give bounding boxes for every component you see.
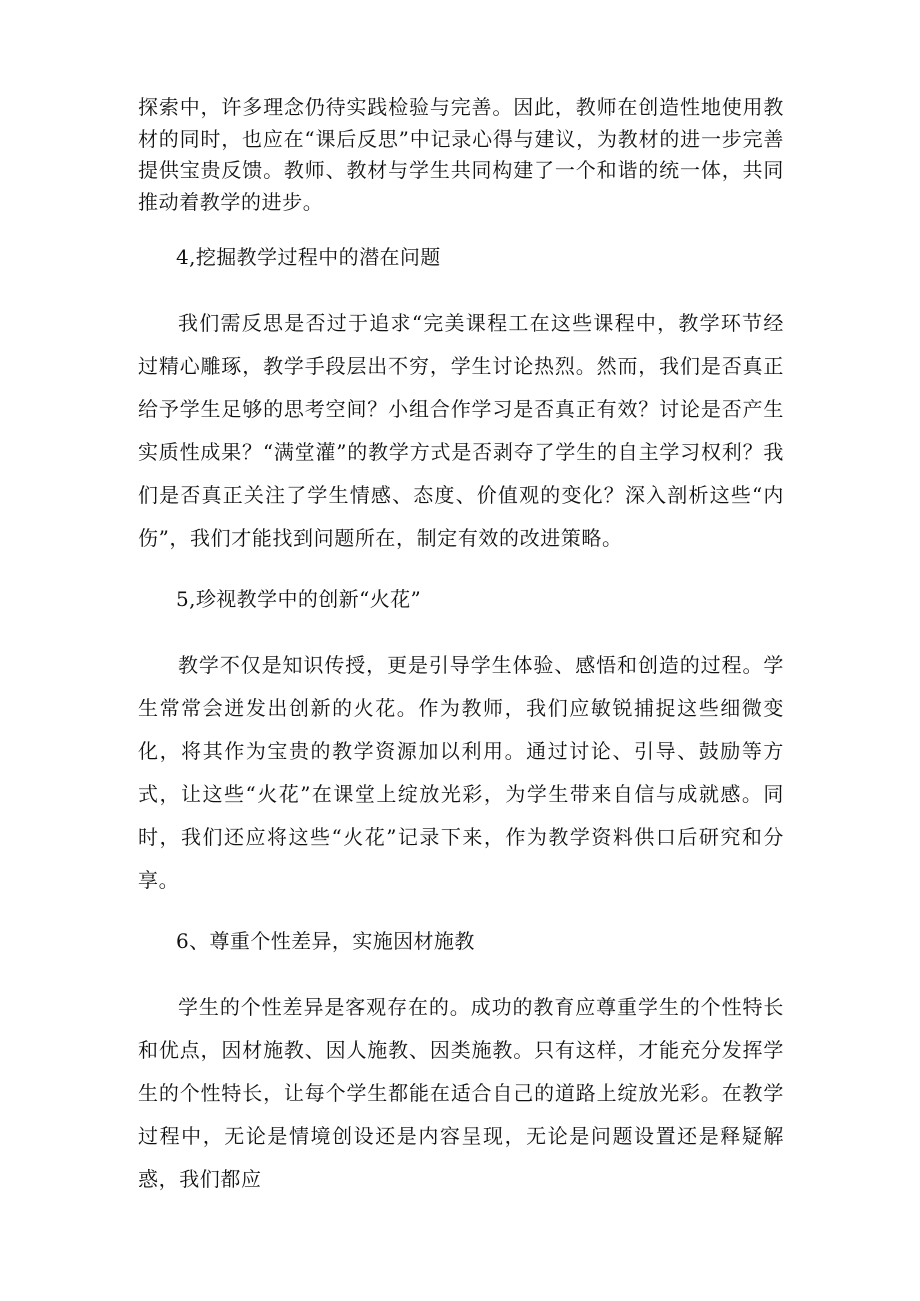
continuation-paragraph: 探索中，许多理念仍待实践检验与完善。因此，教师在创造性地使用教材的同时，也应在“课后反思”中记录心得与建议，为教材的进一步完善提供宝贵反馈。教师、教材与学生共同构建了一个和谐的统一体，共同推动着教学的进步。	[138, 95, 784, 214]
document-content	[138, 92, 784, 1201]
section-body-4: 我们需反思是否过于追求“完美课程工在这些课程中，教学环节经过精心雕琢，教学手段层出不穷，学生讨论热烈。然而，我们是否真正给予学生足够的思考空间？小组合作学习是否真正有效？讨论是否产生实质性成果？“满堂灌”的教学方式是否剥夺了学生的自主学习权利？我们是否真正关注了学生情感、态度、价值观的变化？深入剖析这些“内伤”，我们才能找到问题所在，制定有效的改进策略。	[138, 311, 784, 550]
section-heading-4: 4,挖掘教学过程中的潜在问题	[176, 245, 441, 269]
section-body-6: 学生的个性差异是客观存在的。成功的教育应尊重学生的个性特长和优点，因材施教、因人施教、因类施教。只有这样，才能充分发挥学生的个性特长，让每个学生都能在适合自己的道路上绽放光彩。在教学过程中，无论是情境创设还是内容呈现，无论是问题设置还是释疑解惑，我们都应	[138, 995, 784, 1191]
section-heading-5: 5,珍视教学中的创新“火花”	[176, 587, 422, 611]
section-body-5: 教学不仅是知识传授，更是引导学生体验、感悟和创造的过程。学生常常会迸发出创新的火花。作为教师，我们应敏锐捕捉这些细微变化，将其作为宝贵的教学资源加以利用。通过讨论、引导、鼓励等方式，让这些“火花”在课堂上绽放光彩，为学生带来自信与成就感。同时，我们还应将这些“火花”记录下来，作为教学资料供口后研究和分享。	[138, 653, 784, 892]
section-heading-6: 6、尊重个性差异，实施因材施教	[176, 929, 475, 953]
